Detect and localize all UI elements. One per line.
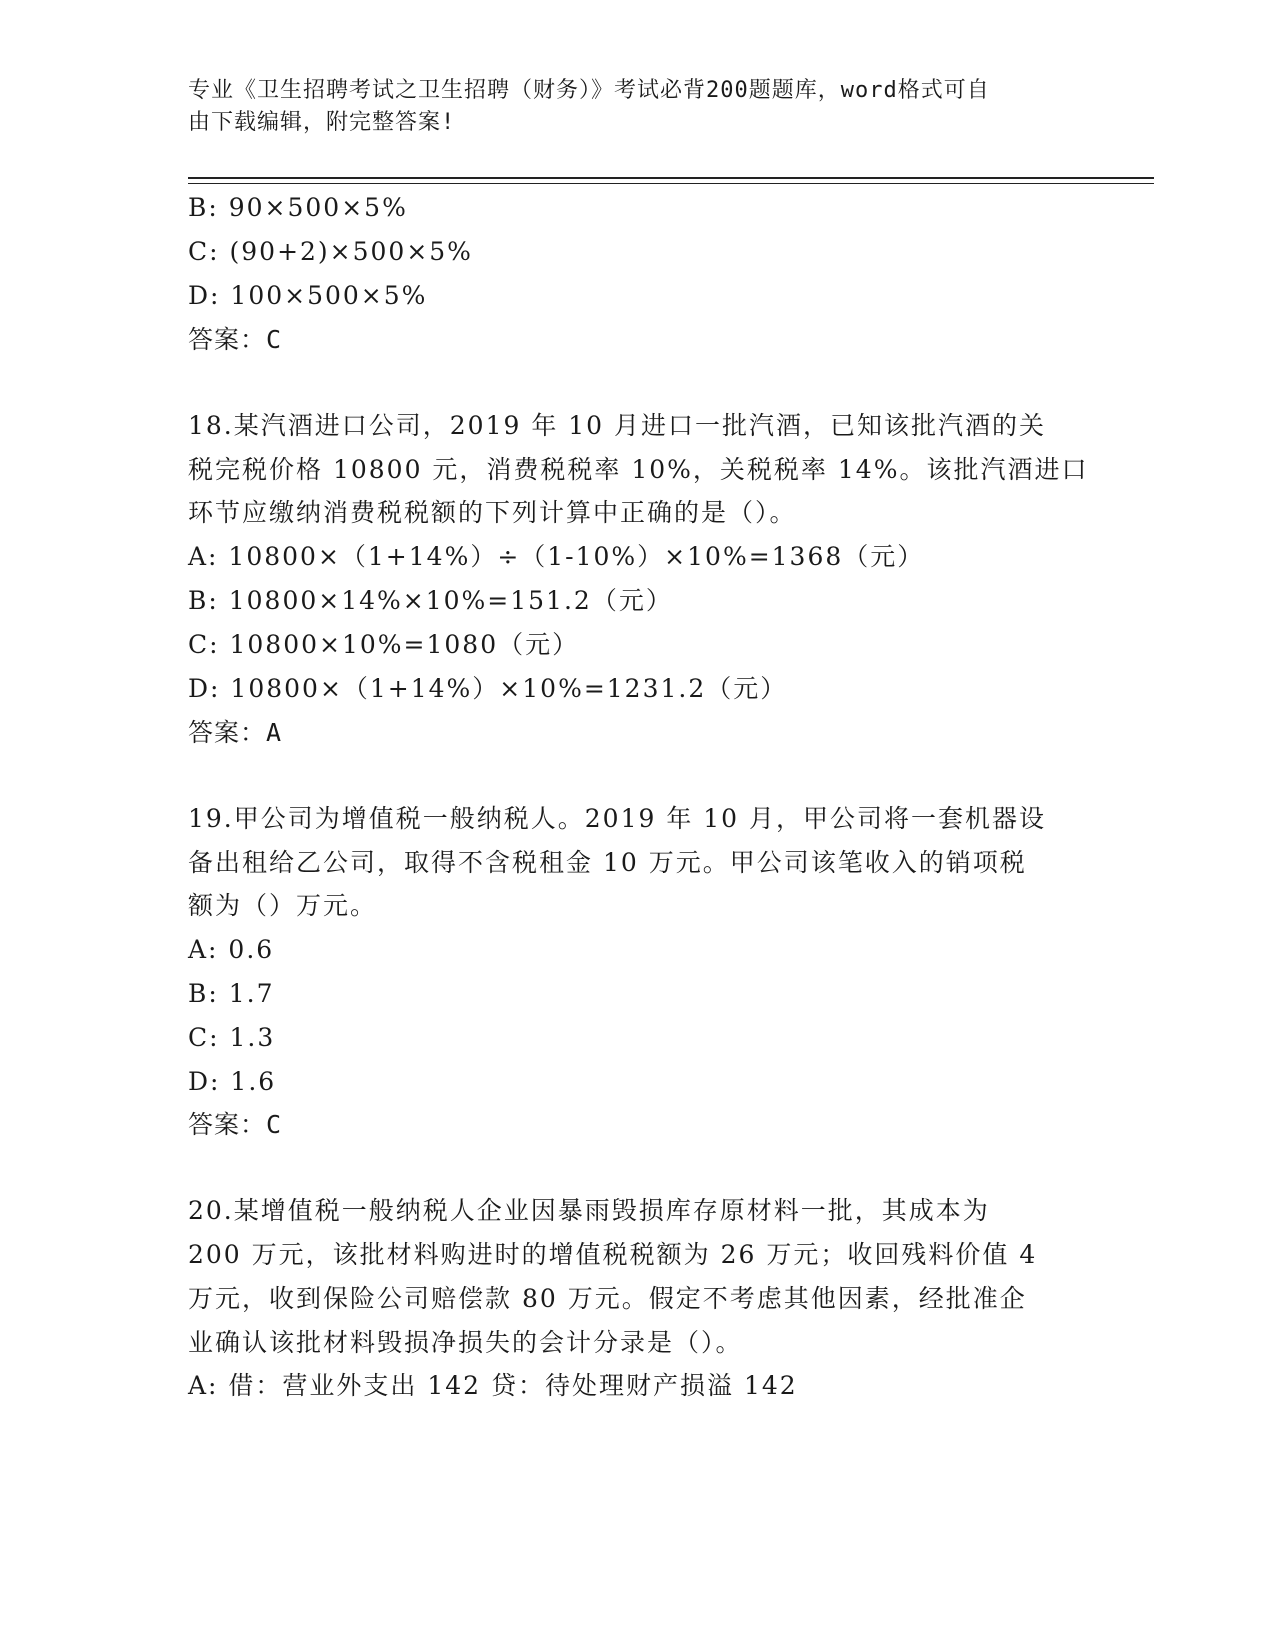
q20-stem-line-3: 万元，收到保险公司赔偿款 80 万元。假定不考虑其他因素，经批准企: [188, 1284, 1027, 1313]
q19-stem-line-2: 备出租给乙公司，取得不含税租金 10 万元。甲公司该笔收入的销项税: [188, 848, 1027, 877]
header-title-line-2: 由下载编辑，附完整答案!: [188, 110, 456, 135]
q18-stem-line-1: 18.某汽酒进口公司，2019 年 10 月进口一批汽酒，已知该批汽酒的关: [188, 411, 1047, 440]
q18-stem-line-3: 环节应缴纳消费税税额的下列计算中正确的是（）。: [188, 498, 797, 527]
q18-option-d: D: 10800×（1+14%）×10%=1231.2（元）: [188, 674, 788, 703]
q19-answer: 答案：C: [188, 1110, 283, 1139]
q20-stem-line-2: 200 万元，该批材料购进时的增值税税额为 26 万元；收回残料价值 4: [188, 1240, 1038, 1269]
q17-option-b: B: 90×500×5%: [188, 193, 408, 222]
q17-option-c: C: (90+2)×500×5%: [188, 237, 473, 266]
q19-stem-line-3: 额为（）万元。: [188, 891, 378, 920]
q17-option-d: D: 100×500×5%: [188, 281, 428, 310]
q19-option-a: A: 0.6: [188, 935, 275, 964]
q19-option-b: B: 1.7: [188, 979, 275, 1008]
q18-option-a: A: 10800×（1+14%）÷（1-10%）×10%=1368（元）: [188, 542, 925, 571]
q19-stem-line-1: 19.甲公司为增值税一般纳税人。2019 年 10 月，甲公司将一套机器设: [188, 804, 1047, 833]
q19-option-d: D: 1.6: [188, 1067, 277, 1096]
q18-option-c: C: 10800×10%=1080（元）: [188, 630, 580, 659]
q18-stem-line-2: 税完税价格 10800 元，消费税税率 10%，关税税率 14%。该批汽酒进口: [188, 455, 1089, 484]
q20-stem-line-4: 业确认该批材料毁损净损失的会计分录是（）。: [188, 1328, 743, 1357]
q18-option-b: B: 10800×14%×10%=151.2（元）: [188, 586, 673, 615]
document-header: [188, 75, 1078, 139]
header-divider-thick: [188, 177, 1154, 179]
header-divider-thin: [188, 183, 1154, 184]
q19-option-c: C: 1.3: [188, 1023, 276, 1052]
q18-answer: 答案：A: [188, 718, 283, 747]
q20-option-a: A: 借：营业外支出 142 贷：待处理财产损溢 142: [188, 1371, 798, 1400]
header-title-line-1: 专业《卫生招聘考试之卫生招聘（财务）》考试必背200题题库，word格式可自: [188, 78, 990, 103]
q17-answer: 答案：C: [188, 325, 283, 354]
q20-stem-line-1: 20.某增值税一般纳税人企业因暴雨毁损库存原材料一批，其成本为: [188, 1196, 990, 1225]
